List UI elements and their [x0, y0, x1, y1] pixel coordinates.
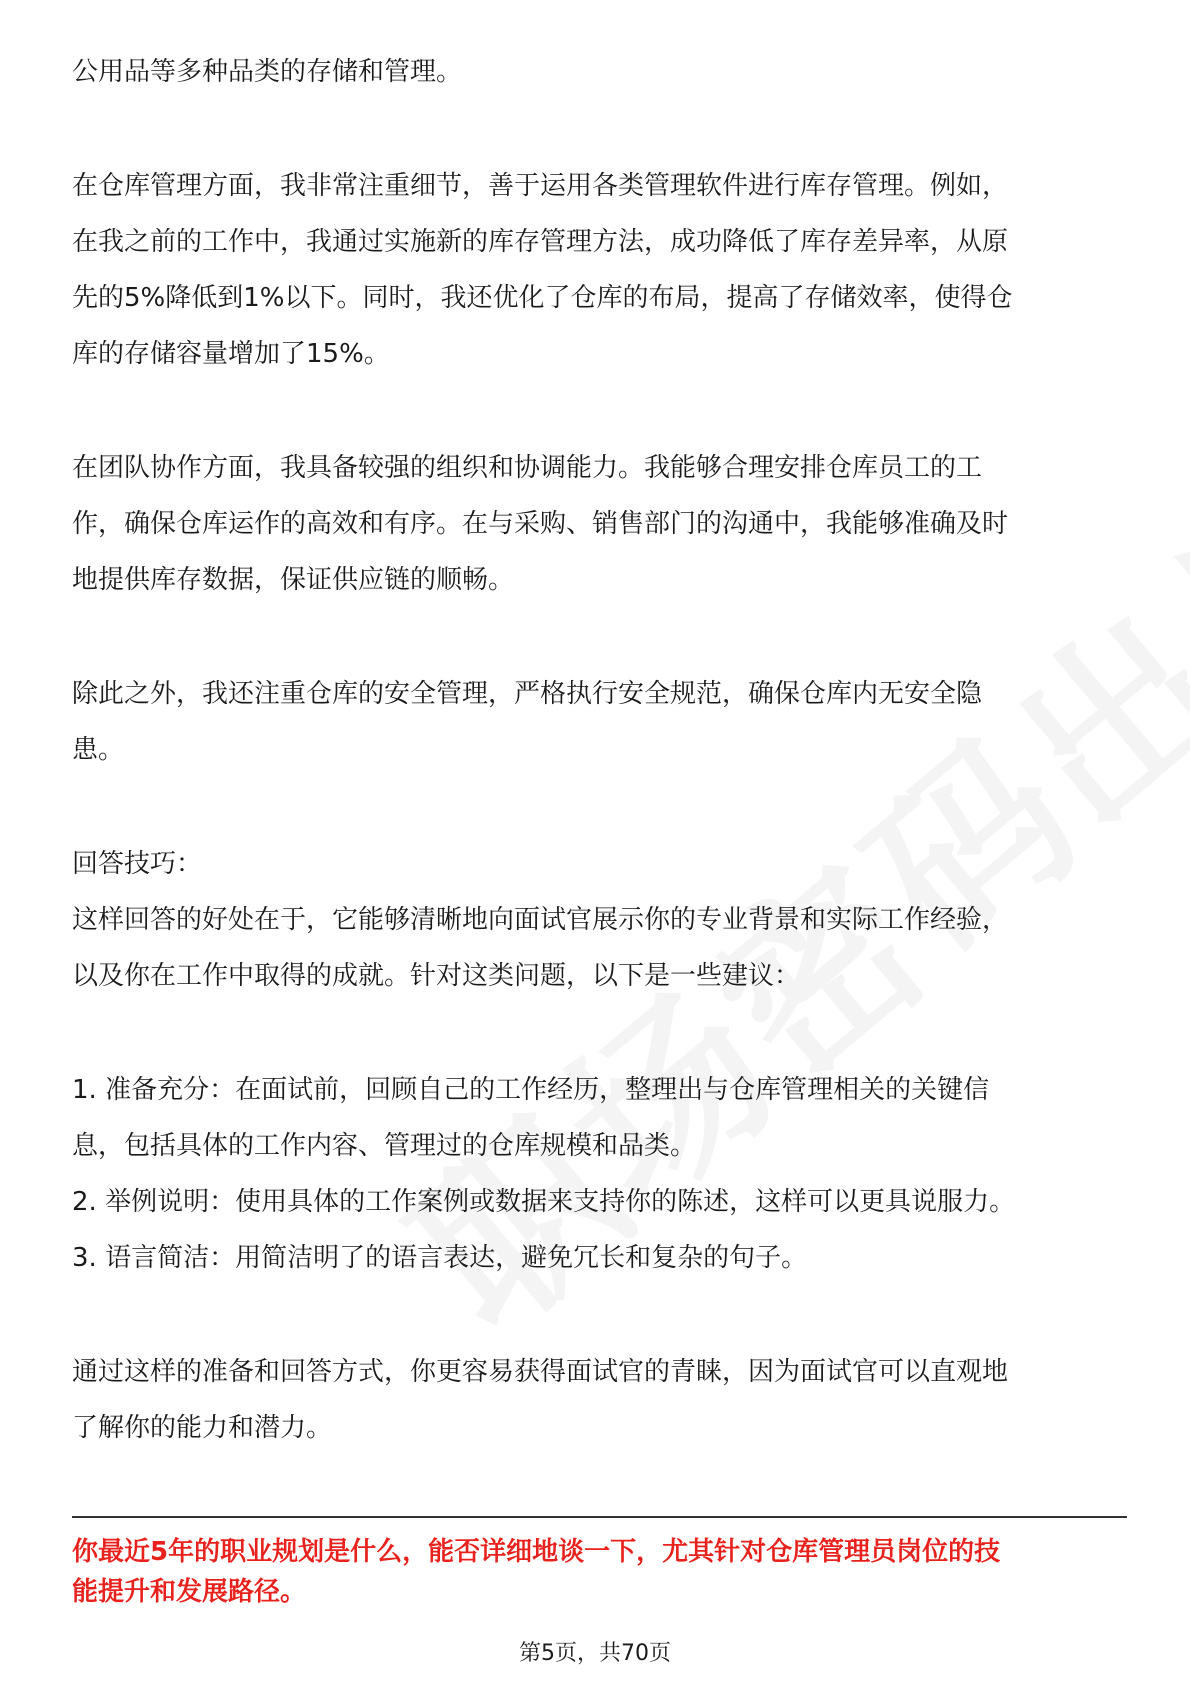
section-divider [72, 1516, 1127, 1518]
suggestion-list [72, 1062, 1118, 1286]
text-line: 在我之前的工作中，我通过实施新的库存管理方法，成功降低了库存差异率，从原 [72, 227, 1009, 257]
next-question [72, 1532, 1132, 1612]
answer-tips [72, 836, 1118, 1004]
text-line: 在团队协作方面，我具备较强的组织和协调能力。我能够合理安排仓库员工的工 [72, 453, 983, 483]
paragraph [72, 1344, 1118, 1456]
question-line: 你最近5年的职业规划是什么，能否详细地谈一下，尤其针对仓库管理员岗位的技 [72, 1537, 1001, 1567]
document-body [72, 44, 1118, 1456]
question-line: 能提升和发展路径。 [72, 1577, 307, 1607]
text-line: 在仓库管理方面，我非常注重细节，善于运用各类管理软件进行库存管理。例如， [72, 171, 1009, 201]
text-line: 公用品等多种品类的存储和管理。 [72, 57, 463, 87]
paragraph [72, 666, 1118, 778]
list-item-continuation: 息，包括具体的工作内容、管理过的仓库规模和品类。 [72, 1131, 697, 1161]
text-line: 除此之外，我还注重仓库的安全管理，严格执行安全规范，确保仓库内无安全隐 [72, 679, 983, 709]
list-item: 1. 准备充分：在面试前，回顾自己的工作经历，整理出与仓库管理相关的关键信 [72, 1075, 990, 1105]
text-line: 患。 [72, 735, 125, 765]
tips-heading: 回答技巧： [72, 849, 203, 879]
text-line: 作，确保仓库运作的高效和有序。在与采购、销售部门的沟通中，我能够准确及时 [72, 509, 1009, 539]
text-line: 通过这样的准备和回答方式，你更容易获得面试官的青睐，因为面试官可以直观地 [72, 1357, 1009, 1387]
text-line: 库的存储容量增加了15%。 [72, 339, 390, 369]
text-line: 先的5%降低到1%以下。同时，我还优化了仓库的布局，提高了存储效率，使得仓 [72, 283, 1013, 313]
text-line: 以及你在工作中取得的成就。针对这类问题，以下是一些建议： [72, 961, 801, 991]
page-number: 第5页，共70页 [519, 1641, 671, 1666]
paragraph [72, 44, 1118, 100]
text-line: 这样回答的好处在于，它能够清晰地向面试官展示你的专业背景和实际工作经验， [72, 905, 1009, 935]
text-line: 了解你的能力和潜力。 [72, 1413, 333, 1443]
paragraph [72, 440, 1118, 608]
list-item: 3. 语言简洁：用简洁明了的语言表达，避免冗长和复杂的句子。 [72, 1243, 808, 1273]
list-item: 2. 举例说明：使用具体的工作案例或数据来支持你的陈述，这样可以更具说服力。 [72, 1187, 1016, 1217]
paragraph [72, 158, 1118, 382]
text-line: 地提供库存数据，保证供应链的顺畅。 [72, 565, 515, 595]
